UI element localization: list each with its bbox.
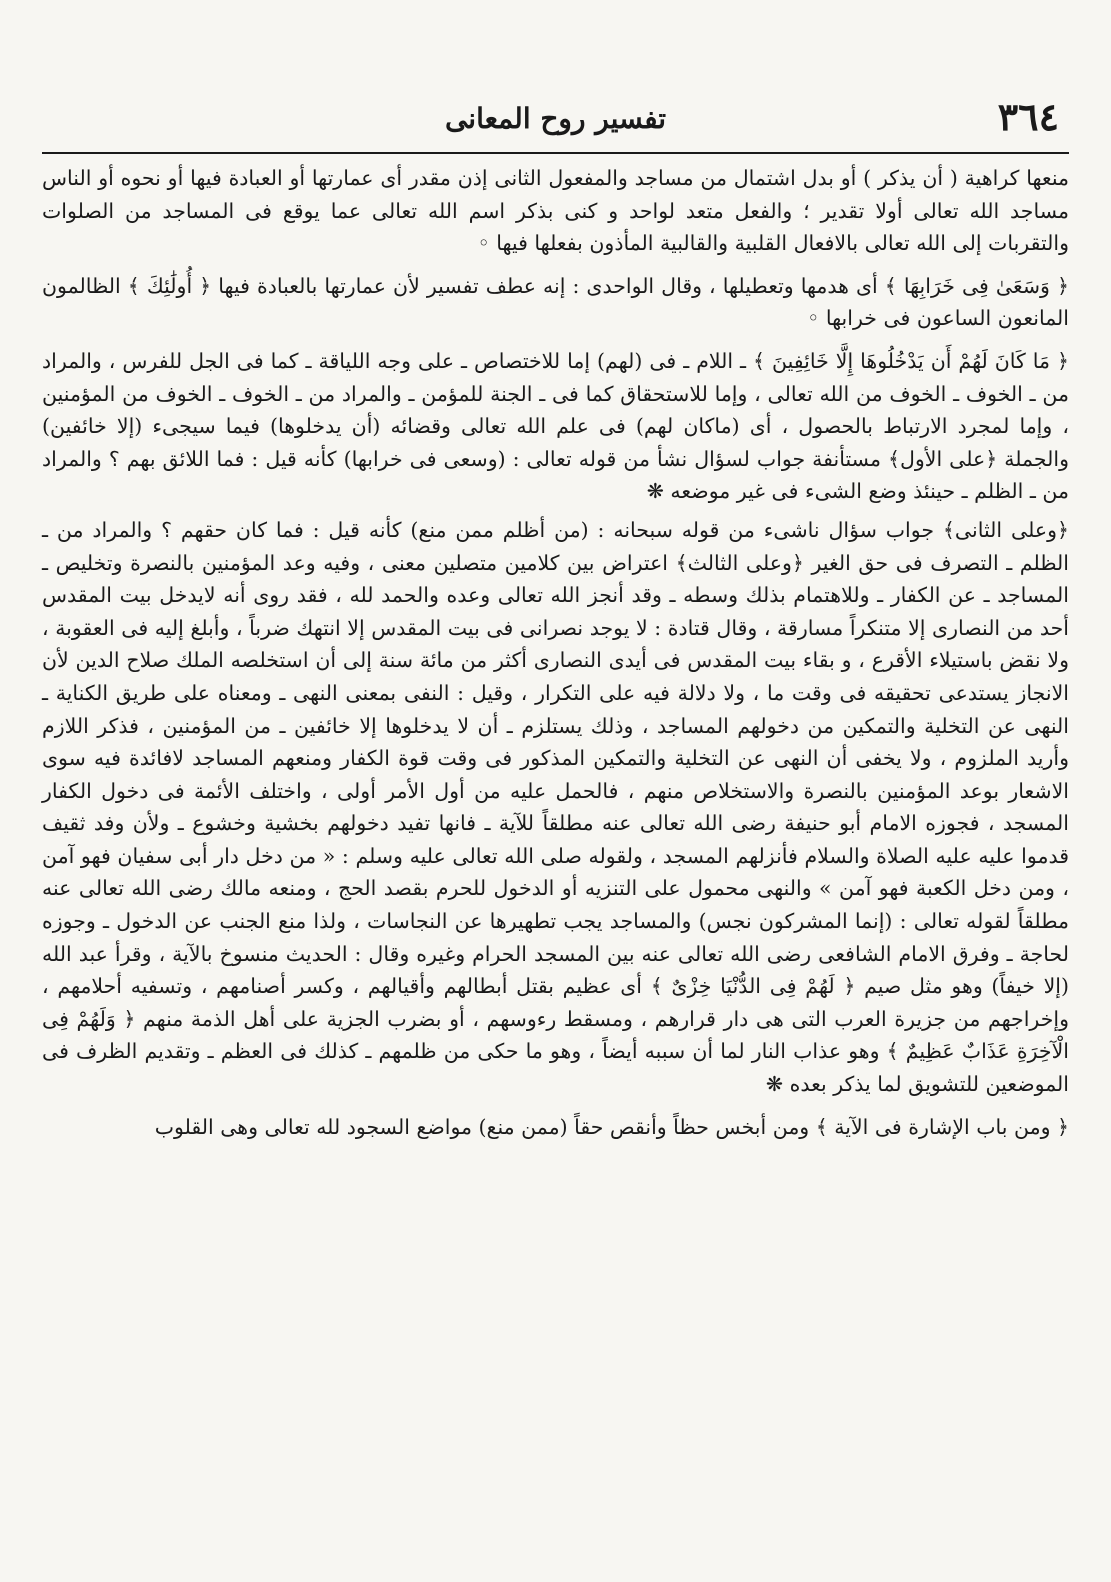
page-header [42, 96, 1069, 140]
paragraph-3: ﴿ مَا كَانَ لَهُمْ أَن يَدْخُلُوهَا إِلَّا خَائِفِينَ ﴾ ـ اللام ـ فى (لهم) إما للاختصاص ـ على وجه اللياقة ـ كما فى الجل للفرس ، والمراد من ـ الخوف ـ الخوف من الله تعالى ، وإما للاستحقاق كما فى ـ الجنة للمؤمن ـ والمراد من ـ الخوف ـ الخوف من المؤمنين ، وإما لمجرد الارتباط بالحصول ، أى (ماكان لهم) فى علم الله تعالى وقضائه (أن يدخلوها) فيما سيجىء (إلا خائفين) والجملة ﴿على الأول﴾ مستأنفة جواب لسؤال نشأ من قوله تعالى : (وسعى فى خرابها) كأنه قيل : فما اللائق بهم ؟ والمراد من ـ الظلم ـ حينئذ وضع الشىء فى غير موضعه ❋ [42, 348, 1069, 504]
paragraph-4: ﴿وعلى الثانى﴾ جواب سؤال ناشىء من قوله سبحانه : (من أظلم ممن منع) كأنه قيل : فما كان حقهم ؟ والمراد من ـ الظلم ـ التصرف فى حق الغير ﴿وعلى الثالث﴾ اعتراض بين كلامين متصلين معنى ، وفيه وعد المؤمنين بالنصرة وتخليص ـ المساجد ـ عن الكفار ـ وللاهتمام بذلك وسطه ـ وقد أنجز الله تعالى وعده والحمد لله ، فقد روى أنه لايدخل بيت المقدس أحد من النصارى إلا متنكراً مسارقة ، وقال قتادة : لا يوجد نصرانى فى بيت المقدس إلا انتهك ضرباً ، وأبلغ إليه فى العقوبة ، ولا نقض باستيلاء الأقرع ، و بقاء بيت المقدس فى أيدى النصارى أكثر من مائة سنة إلى أن استخلصه الملك صلاح الدين لأن الانجاز يستدعى تحقيقه فى وقت ما ، ولا دلالة فيه على التكرار ، وقيل : النفى بمعنى النهى ـ ومعناه على طريق الكناية ـ النهى عن التخلية والتمكين من دخولهم المساجد ، وذلك يستلزم ـ أن لا يدخلوها إلا خائفين ـ من المؤمنين ، فذكر اللازم وأريد الملزوم ، ولا يخفى أن النهى عن التخلية والتمكين المذكور فى وقت قوة الكفار ومنعهم المساجد لافائدة فيه سوى الاشعار بوعد المؤمنين بالنصرة والاستخلاص منهم ، فالحمل عليه من أول الأمر أولى ، واختلف الأئمة فى دخول الكفار المسجد ، فجوزه الامام أبو حنيفة رضى الله تعالى عنه مطلقاً للآية ـ فانها تفيد دخولهم بخشية وخشوع ـ ولأن وفد ثقيف قدموا عليه عليه الصلاة والسلام فأنزلهم المسجد ، ولقوله صلى الله تعالى عليه وسلم : « من دخل دار أبى سفيان فهو آمن ، ومن دخل الكعبة فهو آمن » والنهى محمول على التنزيه أو الدخول للحرم بقصد الحج ، ومنعه مالك رضى الله تعالى عنه مطلقاً لقوله تعالى : (إنما المشركون نجس) والمساجد يجب تطهيرها عن النجاسات ، ولذا منع الجنب عن الدخول ـ وجوزه لحاجة ـ وفرق الامام الشافعى رضى الله تعالى عنه بين المسجد الحرام وغيره وقال : الحديث منسوخ بالآية ، وقرأ عبد الله (إلا خيفاً) وهو مثل صيم ﴿ لَهُمْ فِى الدُّنْيَا خِزْىٌ ﴾ أى عظيم بقتل أبطالهم وأقيالهم ، وكسر أصنامهم ، وتسفيه أحلامهم ، وإخراجهم من جزيرة العرب التى هى دار قرارهم ، ومسقط رءوسهم ، أو بضرب الجزية على أهل الذمة منهم ﴿ وَلَهُمْ فِى الْآخِرَةِ عَذَابٌ عَظِيمٌ ﴾ وهو عذاب النار لما أن سببه أيضاً ، وهو ما حكى من ظلمهم ـ كذلك فى العظم ـ وتقديم الظرف فى الموضعين للتشويق لما يذكر بعده ❋ [42, 517, 1069, 1097]
paragraph-5: ﴿ ومن باب الإشارة فى الآية ﴾ ومن أبخس حظاً وأنقص حقاً (ممن منع) مواضع السجود لله تعالى وهى القلوب [154, 1114, 1069, 1139]
text-body [42, 162, 1069, 1143]
book-title: تفسير روح المعانى [444, 102, 667, 135]
header-rule [42, 152, 1069, 154]
paragraph-1: منعها كراهية ( أن يذكر ) أو بدل اشتمال من مساجد والمفعول الثانى إذن مقدر أى عمارتها أو العبادة فيها أو نحوه أو الناس مساجد الله تعالى أولا تقدير ؛ والفعل متعد لواحد و كنى بذكر اسم الله تعالى عما يوقع فى المساجد من الصلوات والتقربات إلى الله تعالى بالافعال القلبية والقالبية المأذون بفعلها فيها ◦ [42, 166, 1069, 256]
paragraph-2: ﴿ وَسَعَىٰ فِى خَرَابِهَا ﴾ أى هدمها وتعطيلها ، وقال الواحدى : إنه عطف تفسير لأن عمارتها بالعبادة فيها ﴿ أُولَٰئِكَ ﴾ الظالمون المانعون الساعون فى خرابها ◦ [42, 273, 1069, 331]
page-number: ٣٦٤ [997, 94, 1059, 139]
